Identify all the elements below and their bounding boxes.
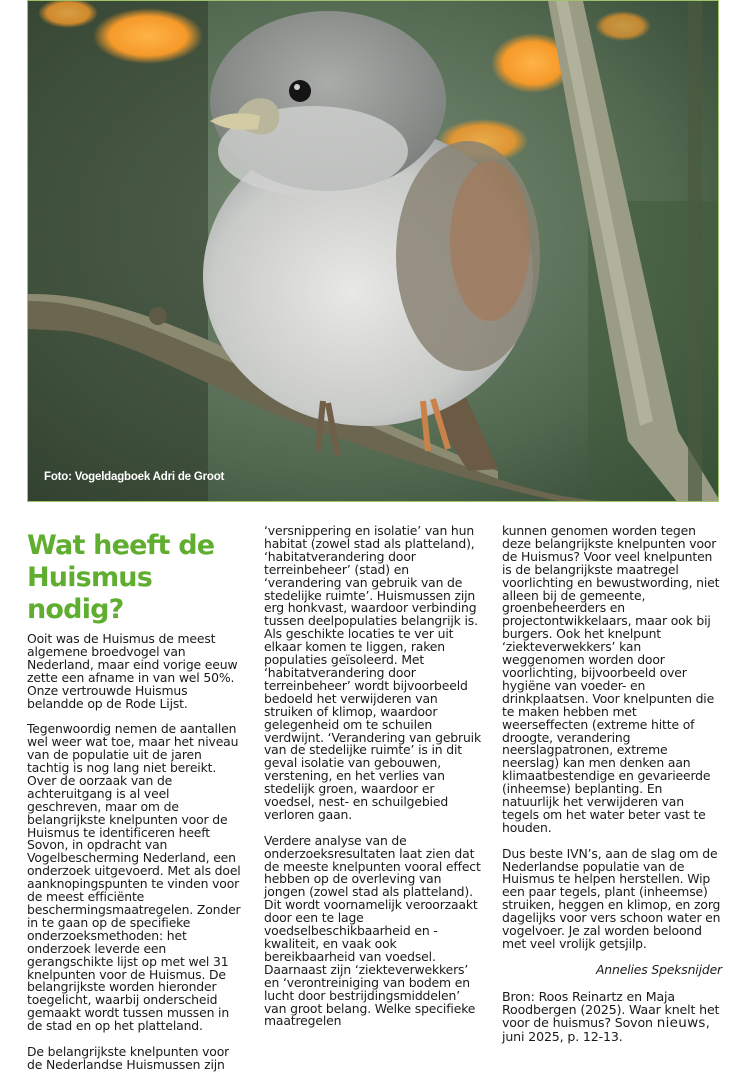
article-title-line-2: Huismus nodig? <box>27 562 152 625</box>
source-suffix: , juni 2025, p. 12-13. <box>502 1014 710 1045</box>
sparrow-photo <box>27 0 719 502</box>
article-column-3 <box>502 525 722 1056</box>
source-prefix: Bron: Roos Reinartz en Maja Roodbergen (2025). Waar knelt het voor de huismus? Sovon <box>502 988 720 1030</box>
article-column-2 <box>264 525 484 1041</box>
photo-credit: Foto: Vogeldagboek Adri de Groot <box>44 471 225 483</box>
paragraph: Verdere analyse van de onderzoeksresultaten laat zien dat de meeste knelpunten vooral effect hebben op de overleving van jongen (zowel stad als platteland). Dit wordt voornamelijk veroorzaakt door een te lage voedselbeschikbaarheid en -kwaliteit, en vaak ook bereikbaarheid van voedsel. Daarnaast zijn ‘ziekteverwekkers’ en ‘verontreiniging van bodem en lucht door bestrijdingsmiddelen’ van groot belang. Welke specifieke maatregelen <box>264 832 481 1029</box>
article-title-line-1: Wat heeft de <box>27 530 215 561</box>
author-signature: Annelies Speksnijder <box>595 961 722 977</box>
paragraph: Ooit was de Huismus de meest algemene broedvogel van Nederland, maar eind vorige eeuw zette een afname in van wel 50%. Onze vertrouwde Huismus belandde op de Rode Lijst. <box>27 631 238 711</box>
sparrow-illustration <box>28 1 719 502</box>
paragraph: kunnen genomen worden tegen deze belangrijkste knelpunten voor de Huismus? Voor veel knelpunten is de belangrijkste maatregel voorlichting en bewustwording, niet alleen bij de gemeente, groenbeheerders en projectontwikkelaars, maar ook bij burgers. Ook het knelpunt ‘ziekteverwekkers’ kan weggenomen worden door voorlichting, bijvoorbeeld over hygiëne van voeder- en drinkplaatsen. Voor knelpunten die te maken hebben met weerseffecten (extreme hitte of droogte, verandering neerslagpatronen, extreme neerslag) kan men denken aan klimaatbestendige en gevarieerde (inheemse) beplanting. En natuurlijk het verwijderen van tegels om het water beter vast te houden. <box>502 523 720 835</box>
article-title <box>27 530 247 626</box>
paragraph: Dus beste IVN’s, aan de slag om de Nederlandse populatie van de Huismus te helpen herstellen. Wip een paar tegels, plant (inheemse) struiken, heggen en klimop, en zorg dagelijks voor vers schoon water en vogelvoer. Je zal worden beloond met veel vrolijk getsjilp. <box>502 845 721 951</box>
source-reference <box>502 990 722 1044</box>
paragraph: De belangrijkste knelpunten voor de Nederlandse Huismussen zijn <box>27 1043 230 1072</box>
article-column-1 <box>27 530 247 1085</box>
paragraph: Tegenwoordig nemen de aantallen wel weer wat toe, maar het niveau van de populatie uit de jaren tachtig is nog lang niet bereikt. Over de oorzaak van de achteruitgang is al veel geschreven, maar om de belangrijkste knelpunten voor de Huismus te identificeren heeft Sovon, in opdracht van Vogelbescherming Nederland, een onderzoek uitgevoerd. Met als doel aanknopingspunten te vinden voor de meest efficiënte beschermingsmaatregelen. Zonder in te gaan op de specifieke onderzoeksmethoden: het onderzoek leverde een gerangschikte lijst op met wel 31 knelpunten voor de Huismus. De belangrijkste worden hieronder toegelicht, waarbij onderscheid gemaakt wordt tussen mussen in de stad en op het platteland. <box>27 721 241 1034</box>
source-publication: nieuws <box>656 1014 706 1031</box>
paragraph: ‘versnippering en isolatie’ van hun habitat (zowel stad als platteland), ‘habitatverandering door terreinbeheer’ (stad) en ‘verandering van gebruik van de stedelijke ruimte’. Huismussen zijn erg honkvast, waardoor verbinding tussen deelpopulaties belangrijk is. Als geschikte locaties te ver uit elkaar komen te liggen, raken populaties geïsoleerd. Met ‘habitatverandering door terreinbeheer’ wordt bijvoorbeeld bedoeld het verwijderen van struiken of klimop, waardoor gelegenheid om te schuilen verdwijnt. ‘Verandering van gebruik van de stedelijke ruimte’ is in dit geval isolatie van gebouwen, verstening, en het verlies van stedelijk groen, waardoor er voedsel, nest- en schuilgebied verloren gaan. <box>264 523 481 822</box>
